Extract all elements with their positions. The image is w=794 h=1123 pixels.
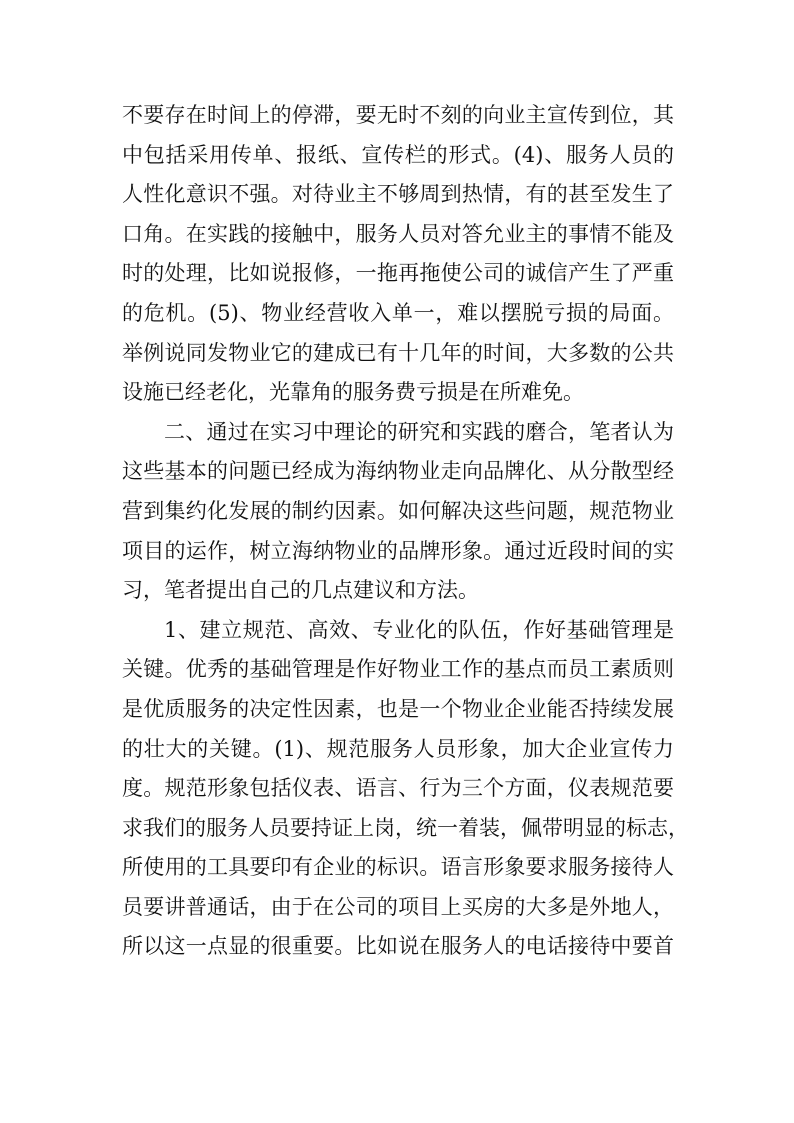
- text-line: 员要讲普通话，由于在公司的项目上买房的大多是外地人，: [122, 894, 674, 919]
- text-line: 求我们的服务人员要持证上岗，统一着装，佩带明显的标志，: [122, 815, 689, 840]
- text-line: 口角。在实践的接触中，服务人员对答允业主的事情不能及: [122, 221, 674, 246]
- text-line: 中包括采用传单、报纸、宣传栏的形式。(4)、服务人员的: [122, 142, 674, 167]
- text-line: 度。规范形象包括仪表、语言、行为三个方面，仪表规范要: [122, 776, 674, 801]
- paragraph-end-line: 习，笔者提出自己的几点建议和方法。: [122, 578, 479, 603]
- text-line: 关键。优秀的基础管理是作好物业工作的基点而员工素质则: [122, 657, 674, 682]
- body-text: [122, 96, 689, 967]
- text-line: 所以这一点显的很重要。比如说在服务人的电话接待中要首: [122, 934, 674, 959]
- text-line: 时的处理，比如说报修，一拖再拖使公司的诚信产生了严重: [122, 261, 674, 286]
- text-line: 项目的运作，树立海纳物业的品牌形象。通过近段时间的实: [122, 538, 674, 563]
- paragraph-first-line: 1、建立规范、高效、专业化的队伍，作好基础管理是: [164, 617, 674, 642]
- text-line: 营到集约化发展的制约因素。如何解决这些问题，规范物业: [122, 498, 674, 523]
- paragraph-end-line: 设施已经老化，光靠角的服务费亏损是在所难免。: [122, 380, 584, 405]
- text-line: 是优质服务的决定性因素，也是一个物业企业能否持续发展: [122, 696, 674, 721]
- text-line: 所使用的工具要印有企业的标识。语言形象要求服务接待人: [122, 855, 674, 880]
- text-line: 不要存在时间上的停滞，要无时不刻的向业主宣传到位，其: [122, 103, 674, 127]
- text-line: 举例说同发物业它的建成已有十几年的时间，大多数的公共: [122, 340, 674, 365]
- paragraph-first-line: 二、通过在实习中理论的研究和实践的磨合，笔者认为: [164, 419, 674, 444]
- text-line: 的壮大的关键。(1)、规范服务人员形象，加大企业宣传力: [122, 736, 674, 761]
- text-line: 的危机。(5)、物业经营收入单一，难以摆脱亏损的局面。: [122, 300, 674, 325]
- text-line: 这些基本的问题已经成为海纳物业走向品牌化、从分散型经: [122, 459, 674, 484]
- text-line: 人性化意识不强。对待业主不够周到热情，有的甚至发生了: [122, 182, 674, 207]
